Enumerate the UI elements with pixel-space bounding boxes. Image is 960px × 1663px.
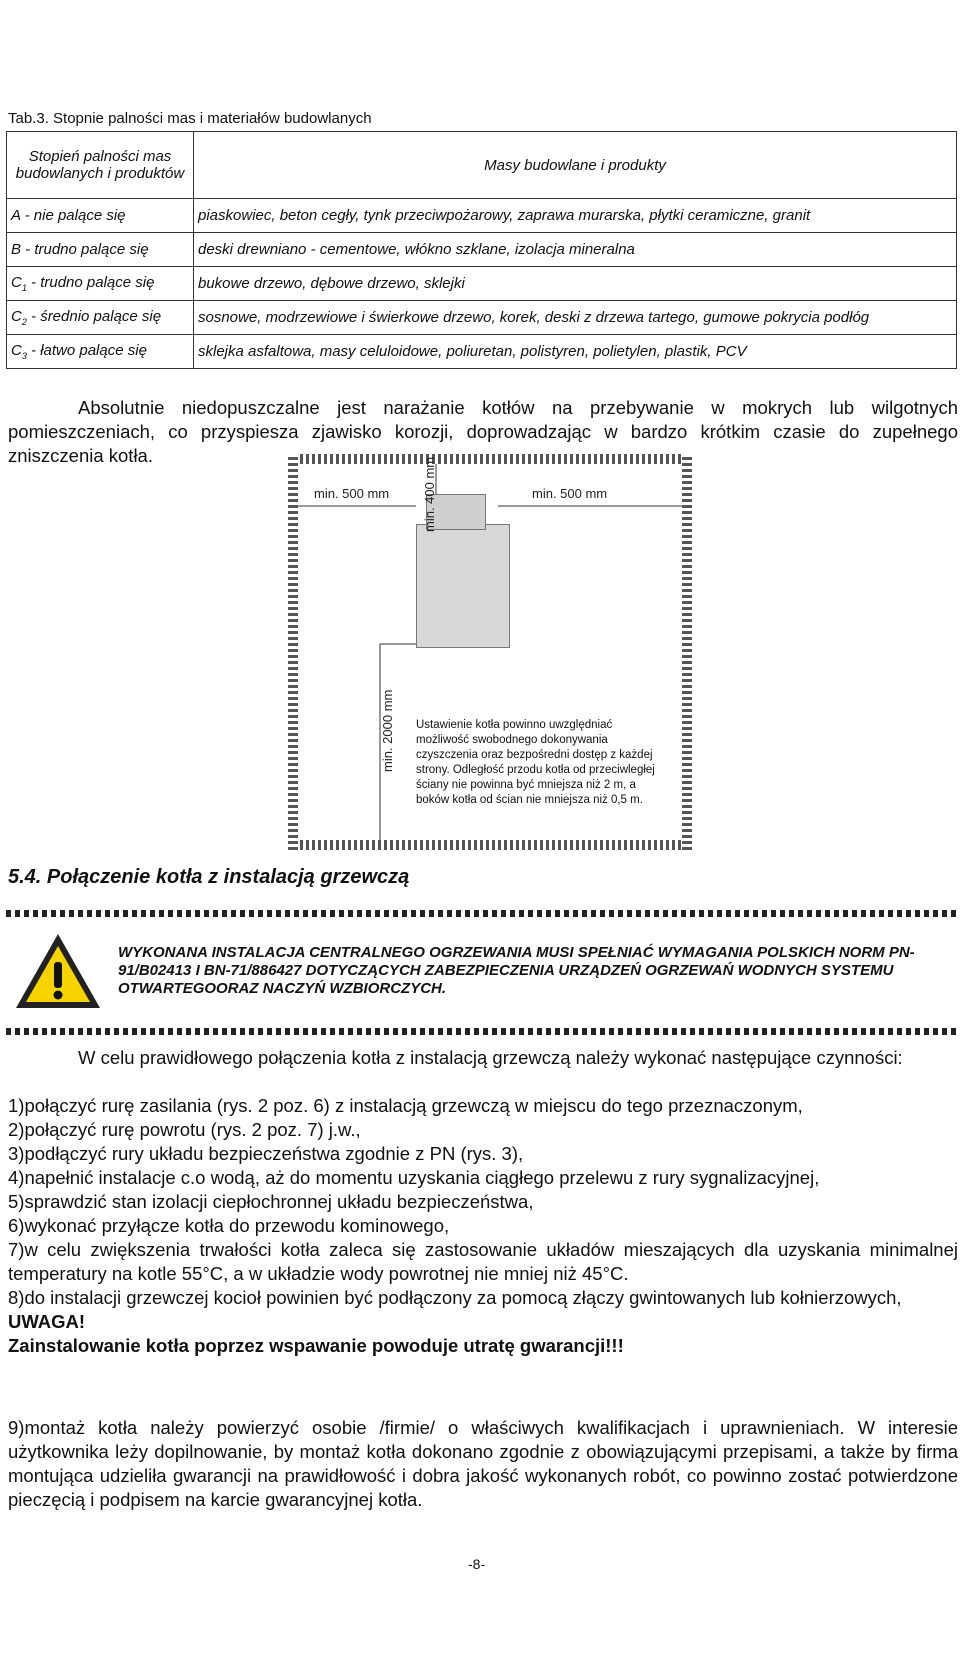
materials-cell: piaskowiec, beton cegły, tynk przeciwpożarowy, zaprawa murarska, płytki ceramiczne, granit	[194, 199, 957, 233]
instructions-intro: W celu prawidłowego połączenia kotła z instalacją grzewczą należy wykonać następujące czynności:	[78, 1047, 903, 1068]
grade-cell: A - nie palące się	[7, 199, 194, 233]
grade-cell: $C_2$ - średnio palące się	[7, 301, 194, 335]
right-clearance-label: min. 500 mm	[532, 486, 608, 501]
list-item: 4)napełnić instalacje c.o wodą, aż do momentu uzyskania ciągłego przelewu z rury sygnalizacyjnej,	[8, 1167, 820, 1188]
table-row	[7, 301, 957, 335]
left-clearance-label: min. 500 mm	[314, 486, 390, 501]
table-row	[7, 233, 957, 267]
header-grade: Stopień palności mas budowlanych i produktów	[7, 132, 194, 199]
list-item: 5)sprawdzić stan izolacji ciepłochronnej układu bezpieczeństwa,	[8, 1191, 534, 1212]
list-item: 7)w celu zwiększenia trwałości kotła zaleca się zastosowanie układów mieszających dla uzyskania minimalnej temperatury na kotle 55°C, a w układzie wody powrotnej nie mniej niż 45°C.	[8, 1239, 958, 1284]
divider	[6, 910, 956, 917]
step-9: 9)montaż kotła należy powierzyć osobie /firmie/ o właściwych kwalifikacjach i uprawnieniach. W interesie użytkownika leży dopilnowanie, by montaż kotła dokonano zgodnie z obowiązującymi przepisami, a także by firma montująca udzieliła gwarancji na prawidłowość i dobra jakość wykonanych robót, co powinno zostać potwierdzone pieczęcią i podpisem na karcie gwarancyjnej kotła.	[8, 1417, 958, 1510]
placement-note: Ustawienie kotła powinno uwzględniać możliwość swobodnego dokonywania czyszczenia oraz bezpośredni dostęp z każdej strony. Odległość przodu kotła od przeciwległej ściany nie powinna być mniejsza niż 2 m, a boków kotła od ścian nie mniejsza niż 0,5 m.	[416, 719, 655, 806]
boiler-clearance-diagram	[288, 454, 692, 850]
intro-paragraph: Absolutnie niedopuszczalne jest narażanie kotłów na przebywanie w mokrych lub wilgotnych pomieszczeniach, co przyspiesza zjawisko korozji, doprowadzając w bardzo krótkim czasie do zupełnego zniszczenia kotła.	[8, 397, 958, 466]
table-header-row	[7, 132, 957, 199]
grade-cell: $C_1$ - trudno palące się	[7, 267, 194, 301]
list-item: 3)podłączyć rury układu bezpieczeństwa zgodnie z PN (rys. 3),	[8, 1143, 524, 1164]
list-item: 2)połączyć rurę powrotu (rys. 2 poz. 7) j.w.,	[8, 1119, 361, 1140]
divider	[6, 1028, 956, 1035]
section-title: 5.4. Połączenie kotła z instalacją grzewczą	[8, 866, 410, 888]
list-item: 1)połączyć rurę zasilania (rys. 2 poz. 6) z instalacją grzewczą w miejscu do tego przeznaczonym,	[8, 1095, 803, 1116]
uwaga-text: Zainstalowanie kotła poprzez wspawanie powoduje utratę gwarancji!!!	[8, 1335, 624, 1356]
table-row	[7, 267, 957, 301]
table-row	[7, 335, 957, 369]
uwaga-heading: UWAGA!	[8, 1311, 86, 1332]
warning-text: WYKONANA INSTALACJA CENTRALNEGO OGRZEWANIA MUSI SPEŁNIAĆ WYMAGANIA POLSKICH NORM PN-91/B02413 I BN-71/886427 DOTYCZĄCYCH ZABEZPIECZENIA URZĄDZEŃ OGRZEWAŃ WODNYCH SYSTEMU OTWARTEGOORAZ NACZYŃ WZBIORCZYCH.	[118, 944, 915, 997]
materials-cell: sosnowe, modrzewiowe i świerkowe drzewo, korek, deski z drzewa tartego, gumowe pokrycia podłóg	[194, 301, 957, 335]
steps-list	[8, 1094, 958, 1358]
grade-cell: $C_3$ - łatwo palące się	[7, 335, 194, 369]
grade-cell: B - trudno palące się	[7, 233, 194, 267]
page-number: -8-	[468, 1556, 486, 1572]
top-clearance-label: min. 400 mm	[422, 456, 437, 532]
table-caption: Tab.3. Stopnie palności mas i materiałów budowlanych	[8, 110, 372, 127]
materials-cell: sklejka asfaltowa, masy celuloidowe, poliuretan, polistyren, polietylen, plastik, PCV	[194, 335, 957, 369]
table-row	[7, 199, 957, 233]
materials-cell: deski drewniano - cementowe, włókno szklane, izolacja mineralna	[194, 233, 957, 267]
boiler-body	[416, 524, 510, 648]
materials-cell: bukowe drzewo, dębowe drzewo, sklejki	[194, 267, 957, 301]
fire-resistance-table	[6, 131, 957, 369]
front-clearance-label: min. 2000 mm	[380, 689, 395, 772]
list-item: 8)do instalacji grzewczej kocioł powinien być podłączony za pomocą złączy gwintowanych lub kołnierzowych,	[8, 1287, 902, 1308]
list-item: 6)wykonać przyłącze kotła do przewodu kominowego,	[8, 1215, 450, 1236]
warning-triangle-icon	[12, 930, 104, 1012]
header-materials: Masy budowlane i produkty	[194, 132, 957, 199]
